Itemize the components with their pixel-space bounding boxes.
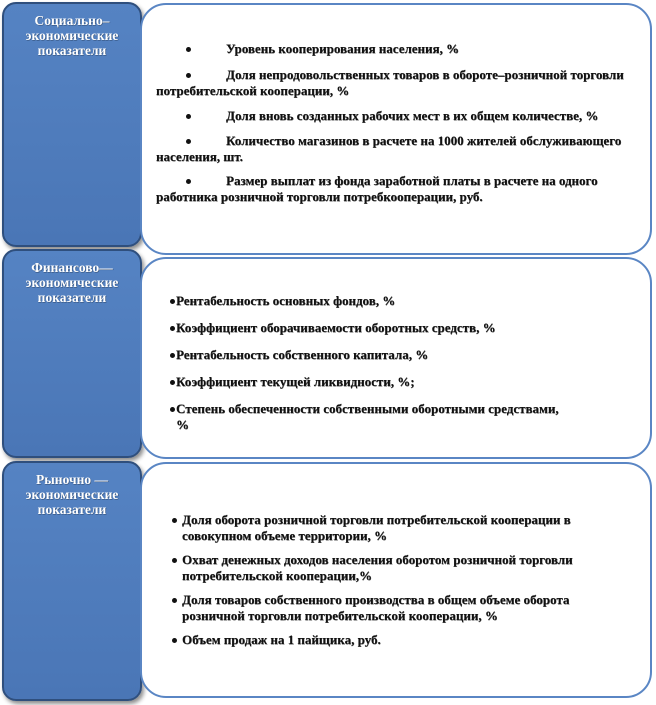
bullet-icon xyxy=(172,638,177,643)
category-box xyxy=(2,249,142,458)
indicators-card xyxy=(140,3,652,255)
category-label: Финансово—экономические показатели xyxy=(25,260,119,305)
list-item: Доля непродовольственных товаров в обороте–розничной торговли потребительской кооперации, % xyxy=(156,67,624,98)
bullet-icon xyxy=(186,139,191,144)
indicators-card xyxy=(140,257,652,459)
bullet-icon xyxy=(170,326,175,331)
list-item: Уровень кооперирования населения, % xyxy=(156,41,630,57)
list-item: Доля вновь созданных рабочих мест в их общем количестве, % xyxy=(156,108,630,124)
bullet-icon xyxy=(170,299,175,304)
list-item: Коэффициент текущей ликвидности, %; xyxy=(170,374,570,390)
list-item: Коэффициент оборачиваемости оборотных средств, % xyxy=(170,320,570,336)
list-item: Степень обеспеченности собственными оборотными средствами, % xyxy=(170,401,570,433)
list-item: Размер выплат из фонда заработной платы в расчете на одного работника розничной торговли потребкооперации, руб. xyxy=(156,173,598,204)
bullet-icon xyxy=(170,380,175,385)
list-item: Доля оборота розничной торговли потребительской кооперации в совокупном объеме территории, % xyxy=(172,512,580,544)
bullet-icon xyxy=(172,558,177,563)
list-item: Объем продаж на 1 пайщика, руб. xyxy=(172,632,580,648)
indicator-list xyxy=(170,293,570,433)
list-item: Рентабельность основных фондов, % xyxy=(170,293,570,309)
category-label: Социально–экономические показатели xyxy=(25,13,119,58)
bullet-icon xyxy=(170,407,175,412)
bullet-icon xyxy=(186,179,191,184)
list-item: Охват денежных доходов населения оборотом розничной торговли потребительской кооперации,% xyxy=(172,552,580,584)
list-item: Рентабельность собственного капитала, % xyxy=(170,347,570,363)
indicator-list xyxy=(156,41,630,205)
bullet-icon xyxy=(186,73,191,78)
category-box xyxy=(2,2,142,247)
bullet-icon xyxy=(186,114,191,119)
category-box xyxy=(2,461,142,701)
category-label: Рыночно —экономические показатели xyxy=(25,472,119,517)
indicators-card xyxy=(140,462,652,698)
list-item: Количество магазинов в расчете на 1000 жителей обслуживающего населения, шт. xyxy=(156,133,622,164)
bullet-icon xyxy=(172,598,177,603)
bullet-icon xyxy=(172,518,177,523)
bullet-icon xyxy=(170,353,175,358)
bullet-icon xyxy=(186,47,191,52)
indicator-list xyxy=(172,512,580,648)
list-item: Доля товаров собственного производства в общем объеме оборота розничной торговли потребительской кооперации, % xyxy=(172,592,580,624)
